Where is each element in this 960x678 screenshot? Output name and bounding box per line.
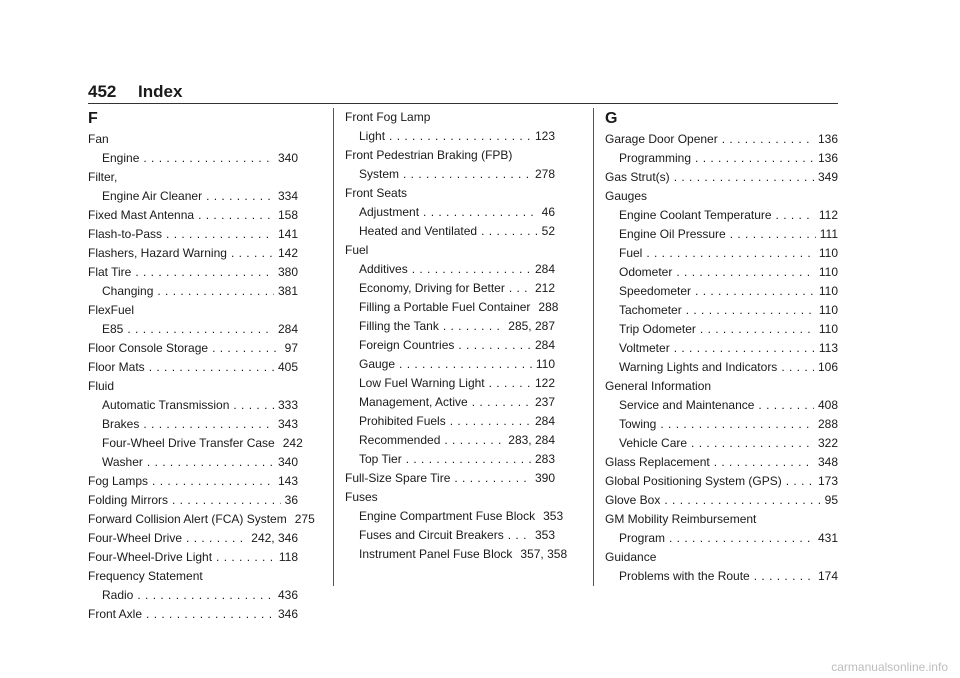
dot-leader <box>686 301 815 320</box>
index-entry <box>88 225 298 244</box>
entry-term: Four-Wheel Drive <box>88 531 183 545</box>
index-subentry <box>88 415 298 434</box>
dot-leader <box>472 393 531 412</box>
index-entry <box>88 529 298 548</box>
index-entry <box>88 605 298 624</box>
index-subentry <box>605 320 838 339</box>
entry-term: Engine Coolant Temperature <box>619 208 772 222</box>
entry-page-ref: 334 <box>277 189 298 203</box>
entry-term: Heated and Ventilated <box>359 224 478 238</box>
index-heading: Fuses <box>345 490 378 504</box>
entry-page-ref: 118 <box>278 550 298 564</box>
entry-page-ref: 431 <box>817 531 838 545</box>
index-heading: Fluid <box>88 379 115 393</box>
index-subentry <box>605 358 838 377</box>
dot-leader <box>676 263 815 282</box>
entry-term: Filling the Tank <box>359 319 439 333</box>
entry-page-ref: 436 <box>277 588 298 602</box>
index-subentry <box>605 434 838 453</box>
dot-leader <box>231 244 274 263</box>
entry-term: Program <box>619 531 666 545</box>
entry-term: Flat Tire <box>88 265 132 279</box>
entry-page-ref: 381 <box>277 284 298 298</box>
entry-term: Flash-to-Pass <box>88 227 163 241</box>
dot-leader <box>674 339 815 358</box>
entry-page-ref: 110 <box>818 265 838 279</box>
page-number: 452 <box>88 82 117 101</box>
entry-term: Odometer <box>619 265 673 279</box>
index-subentry <box>605 225 838 244</box>
index-entry <box>605 453 838 472</box>
index-entry <box>88 206 298 225</box>
entry-page-ref: 237 <box>534 395 555 409</box>
entry-page-ref: 278 <box>534 167 555 181</box>
dot-leader <box>674 168 814 187</box>
index-subentry <box>345 507 564 526</box>
dot-leader <box>157 282 274 301</box>
index-subentry <box>605 339 838 358</box>
index-subentry <box>345 545 568 564</box>
entry-page-ref: 333 <box>277 398 298 412</box>
entry-page-ref: 173 <box>817 474 838 488</box>
index-entry <box>605 130 838 149</box>
entry-term: System <box>359 167 400 181</box>
dot-leader <box>776 206 815 225</box>
dot-leader <box>786 472 814 491</box>
index-subentry <box>605 415 838 434</box>
entry-page-ref: 142 <box>277 246 298 260</box>
entry-page-ref: 284 <box>534 262 555 276</box>
dot-leader <box>147 453 274 472</box>
dot-leader <box>135 263 274 282</box>
entry-page-ref: 284 <box>534 414 555 428</box>
entry-term: Voltmeter <box>619 341 670 355</box>
dot-leader <box>127 320 274 339</box>
dot-leader <box>444 431 504 450</box>
entry-page-ref: 36 <box>284 493 298 507</box>
entry-term: Engine Oil Pressure <box>619 227 726 241</box>
entry-page-ref: 46 <box>541 205 555 219</box>
entry-page-ref: 349 <box>817 170 838 184</box>
entry-page-ref: 242, 346 <box>251 531 298 545</box>
entry-term: Low Fuel Warning Light <box>359 376 485 390</box>
index-heading: Fuel <box>345 243 369 257</box>
entry-page-ref: 136 <box>817 132 838 146</box>
index-subentry <box>345 393 555 412</box>
dot-leader <box>166 225 274 244</box>
dot-leader <box>660 415 814 434</box>
entry-term: Vehicle Care <box>619 436 688 450</box>
dot-leader <box>489 374 531 393</box>
entry-page-ref: 52 <box>541 224 555 238</box>
index-entry <box>605 491 838 510</box>
dot-leader <box>186 529 247 548</box>
entry-page-ref: 348 <box>817 455 838 469</box>
entry-page-ref: 343 <box>277 417 298 431</box>
index-entry <box>605 472 838 491</box>
entry-page-ref: 212 <box>534 281 555 295</box>
entry-term: Fixed Mast Antenna <box>88 208 195 222</box>
entry-term: Trip Odometer <box>619 322 696 336</box>
entry-term: Four-Wheel Drive Transfer Case <box>102 436 275 450</box>
entry-term: Front Axle <box>88 607 143 621</box>
entry-term: Warning Lights and Indicators <box>619 360 778 374</box>
page-title: Index <box>138 82 183 101</box>
index-subentry <box>88 453 298 472</box>
dot-leader <box>454 469 531 488</box>
entry-term: Economy, Driving for Better <box>359 281 505 295</box>
entry-term: Washer <box>102 455 143 469</box>
entry-page-ref: 242 <box>282 436 303 450</box>
dot-leader <box>695 149 814 168</box>
index-heading: Fan <box>88 132 109 146</box>
entry-page-ref: 110 <box>818 284 838 298</box>
entry-term: Light <box>359 129 386 143</box>
index-subentry <box>605 301 838 320</box>
dot-leader <box>730 225 816 244</box>
index-subentry <box>88 396 298 415</box>
index-subentry <box>345 336 555 355</box>
index-subentry <box>345 260 555 279</box>
entry-page-ref: 275 <box>294 512 315 526</box>
dot-leader <box>509 279 531 298</box>
entry-term: Foreign Countries <box>359 338 455 352</box>
dot-leader <box>216 548 275 567</box>
dot-leader <box>389 127 531 146</box>
dot-leader <box>198 206 274 225</box>
entry-term: Glass Replacement <box>605 455 710 469</box>
section-letter: F <box>88 110 98 127</box>
index-subentry <box>605 282 838 301</box>
index-subentry <box>88 187 298 206</box>
entry-term: Gauge <box>359 357 396 371</box>
entry-term: Instrument Panel Fuse Block <box>359 547 513 561</box>
index-entry <box>88 263 298 282</box>
index-entry <box>605 168 838 187</box>
index-subentry <box>345 203 555 222</box>
index-subentry <box>605 149 838 168</box>
index-subentry <box>345 355 555 374</box>
index-subentry <box>88 149 298 168</box>
entry-page-ref: 143 <box>277 474 298 488</box>
index-subentry <box>345 412 555 431</box>
entry-page-ref: 390 <box>534 471 555 485</box>
entry-term: Speedometer <box>619 284 692 298</box>
entry-page-ref: 97 <box>284 341 298 355</box>
entry-term: Engine Air Cleaner <box>102 189 203 203</box>
entry-term: Folding Mirrors <box>88 493 169 507</box>
entry-page-ref: 141 <box>277 227 298 241</box>
entry-page-ref: 380 <box>277 265 298 279</box>
entry-page-ref: 283, 284 <box>508 433 555 447</box>
entry-term: Glove Box <box>605 493 661 507</box>
dot-leader <box>669 529 814 548</box>
entry-page-ref: 288 <box>817 417 838 431</box>
index-subentry <box>88 586 298 605</box>
index-heading: Frequency Statement <box>88 569 203 583</box>
index-subentry <box>345 279 555 298</box>
entry-term: Service and Maintenance <box>619 398 755 412</box>
entry-term: Floor Console Storage <box>88 341 209 355</box>
dot-leader <box>146 605 274 624</box>
entry-term: Brakes <box>102 417 140 431</box>
index-heading: Gauges <box>605 189 648 203</box>
index-subentry <box>605 244 838 263</box>
entry-term: Gas Strut(s) <box>605 170 670 184</box>
dot-leader <box>754 567 814 586</box>
index-subentry <box>345 526 555 545</box>
dot-leader <box>443 317 504 336</box>
entry-page-ref: 346 <box>277 607 298 621</box>
dot-leader <box>152 472 274 491</box>
index-subentry <box>345 431 555 450</box>
entry-page-ref: 340 <box>277 151 298 165</box>
entry-page-ref: 110 <box>818 322 838 336</box>
entry-page-ref: 106 <box>817 360 838 374</box>
entry-page-ref: 284 <box>534 338 555 352</box>
index-heading: Filter, <box>88 170 118 184</box>
dot-leader <box>412 260 531 279</box>
entry-term: Management, Active <box>359 395 468 409</box>
index-heading: General Information <box>605 379 712 393</box>
dot-leader <box>423 203 538 222</box>
index-subentry <box>345 317 555 336</box>
section-letter: G <box>605 110 618 127</box>
index-entry <box>88 339 298 358</box>
entry-term: Problems with the Route <box>619 569 750 583</box>
entry-term: Garage Door Opener <box>605 132 718 146</box>
dot-leader <box>695 282 815 301</box>
index-entry <box>88 358 298 377</box>
index-subentry <box>345 222 555 241</box>
entry-page-ref: 353 <box>543 509 564 523</box>
entry-page-ref: 340 <box>277 455 298 469</box>
index-subentry <box>88 434 303 453</box>
entry-page-ref: 322 <box>817 436 838 450</box>
dot-leader <box>458 336 531 355</box>
dot-leader <box>212 339 281 358</box>
page-header <box>88 82 182 102</box>
entry-term: Top Tier <box>359 452 402 466</box>
dot-leader <box>450 412 531 431</box>
entry-term: Programming <box>619 151 692 165</box>
index-heading: Front Pedestrian Braking (FPB) <box>345 148 513 162</box>
dot-leader <box>781 358 814 377</box>
index-entry <box>88 510 315 529</box>
entry-term: Global Positioning System (GPS) <box>605 474 782 488</box>
index-subentry <box>605 206 838 225</box>
entry-term: Forward Collision Alert (FCA) System <box>88 512 287 526</box>
entry-page-ref: 113 <box>818 341 838 355</box>
index-entry <box>88 472 298 491</box>
entry-page-ref: 123 <box>534 129 555 143</box>
entry-term: Filling a Portable Fuel Container <box>359 300 531 314</box>
dot-leader <box>137 586 274 605</box>
entry-term: Engine <box>102 151 140 165</box>
dot-leader <box>758 396 814 415</box>
dot-leader <box>481 222 538 241</box>
entry-term: Flashers, Hazard Warning <box>88 246 227 260</box>
entry-page-ref: 405 <box>277 360 298 374</box>
dot-leader <box>403 165 531 184</box>
entry-term: E85 <box>102 322 124 336</box>
entry-term: Adjustment <box>359 205 420 219</box>
index-subentry <box>345 298 559 317</box>
index-column-1 <box>88 108 315 624</box>
entry-page-ref: 110 <box>818 246 838 260</box>
index-subentry <box>605 567 838 586</box>
entry-term: Radio <box>102 588 134 602</box>
entry-term: Recommended <box>359 433 441 447</box>
index-subentry <box>345 450 555 469</box>
dot-leader <box>172 491 281 510</box>
entry-term: Changing <box>102 284 154 298</box>
dot-leader <box>508 526 531 545</box>
entry-term: Fog Lamps <box>88 474 149 488</box>
index-heading: GM Mobility Reimbursement <box>605 512 757 526</box>
dot-leader <box>722 130 814 149</box>
entry-page-ref: 158 <box>277 208 298 222</box>
index-entry <box>345 469 555 488</box>
column-divider-2 <box>593 108 594 586</box>
index-subentry <box>88 282 298 301</box>
entry-term: Additives <box>359 262 408 276</box>
dot-leader <box>143 415 274 434</box>
dot-leader <box>143 149 274 168</box>
entry-page-ref: 122 <box>534 376 555 390</box>
index-column-2 <box>345 108 568 564</box>
index-subentry <box>345 374 555 393</box>
index-entry <box>88 548 298 567</box>
entry-page-ref: 353 <box>534 528 555 542</box>
dot-leader <box>233 396 274 415</box>
index-column-3 <box>605 108 838 586</box>
entry-page-ref: 284 <box>277 322 298 336</box>
dot-leader <box>406 450 531 469</box>
entry-term: Engine Compartment Fuse Block <box>359 509 536 523</box>
index-subentry <box>605 263 838 282</box>
entry-term: Tachometer <box>619 303 682 317</box>
index-subentry <box>345 127 555 146</box>
column-divider-1 <box>333 108 334 586</box>
entry-page-ref: 110 <box>535 357 555 371</box>
index-entry <box>88 491 298 510</box>
entry-page-ref: 285, 287 <box>508 319 555 333</box>
entry-term: Towing <box>619 417 657 431</box>
entry-page-ref: 357, 358 <box>520 547 568 561</box>
dot-leader <box>646 244 815 263</box>
entry-page-ref: 288 <box>538 300 559 314</box>
dot-leader <box>664 491 820 510</box>
entry-page-ref: 110 <box>818 303 838 317</box>
dot-leader <box>714 453 814 472</box>
dot-leader <box>206 187 274 206</box>
entry-page-ref: 174 <box>817 569 838 583</box>
entry-term: Full-Size Spare Tire <box>345 471 451 485</box>
index-heading: Front Seats <box>345 186 408 200</box>
dot-leader <box>149 358 274 377</box>
entry-page-ref: 408 <box>817 398 838 412</box>
index-heading: Guidance <box>605 550 657 564</box>
index-subentry <box>88 320 298 339</box>
entry-page-ref: 136 <box>817 151 838 165</box>
index-heading: Front Fog Lamp <box>345 110 431 124</box>
entry-term: Floor Mats <box>88 360 145 374</box>
index-entry <box>88 244 298 263</box>
index-heading: FlexFuel <box>88 303 135 317</box>
watermark: carmanualsonline.info <box>831 660 948 674</box>
entry-term: Fuses and Circuit Breakers <box>359 528 504 542</box>
entry-page-ref: 111 <box>819 227 838 241</box>
entry-term: Automatic Transmission <box>102 398 230 412</box>
dot-leader <box>700 320 815 339</box>
entry-term: Fuel <box>619 246 643 260</box>
index-subentry <box>605 396 838 415</box>
entry-page-ref: 283 <box>534 452 555 466</box>
entry-term: Prohibited Fuels <box>359 414 446 428</box>
dot-leader <box>691 434 814 453</box>
entry-page-ref: 112 <box>818 208 838 222</box>
index-subentry <box>605 529 838 548</box>
dot-leader <box>399 355 532 374</box>
index-subentry <box>345 165 555 184</box>
header-rule <box>88 103 838 104</box>
entry-term: Four-Wheel-Drive Light <box>88 550 213 564</box>
entry-page-ref: 95 <box>824 493 838 507</box>
